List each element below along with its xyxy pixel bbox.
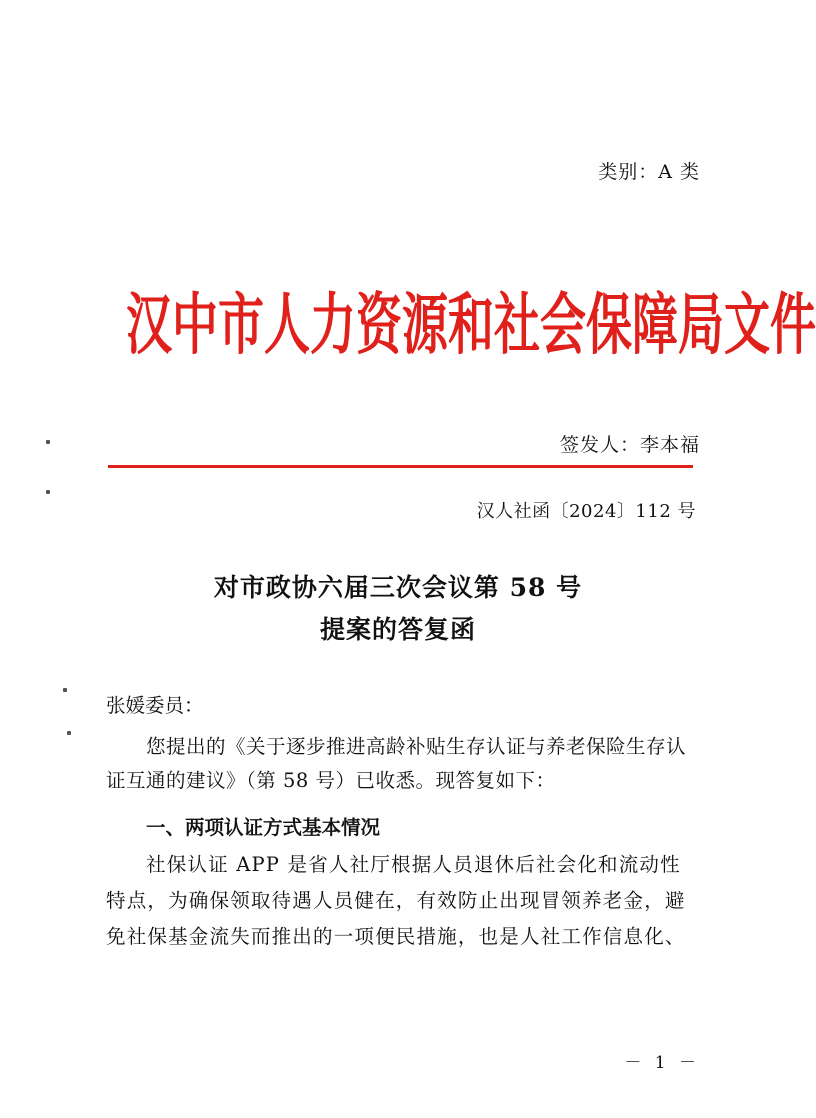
- masthead-char: 件: [770, 285, 816, 364]
- masthead-char: 和: [448, 285, 494, 364]
- masthead-char: 源: [402, 285, 448, 364]
- binding-hole-mark: [63, 688, 67, 692]
- red-divider-line: [108, 465, 693, 468]
- masthead-title: [126, 272, 816, 368]
- binding-hole-mark: [46, 490, 50, 494]
- masthead-char: 汉: [126, 285, 172, 364]
- salutation: 张媛委员：: [106, 694, 204, 717]
- masthead-char: 局: [678, 285, 724, 364]
- category-label: 类别：A 类: [598, 161, 700, 183]
- masthead-char: 市: [218, 285, 264, 364]
- body-paragraph-2: 社保认证 APP 是省人社厅根据人员退休后社会化和流动性特点，为确保领取待遇人员健在，有效防止出现冒领养老金，避免社保基金流失而推出的一项便民措施，也是人社工作信息化、: [106, 853, 686, 948]
- document-title-line2: 提案的答复函: [319, 615, 476, 644]
- masthead-char: 会: [540, 285, 586, 364]
- masthead-char: 中: [172, 285, 218, 364]
- masthead-char: 障: [632, 285, 678, 364]
- masthead-char: 人: [264, 285, 310, 364]
- masthead-char: 文: [724, 285, 770, 364]
- masthead-char: 社: [494, 285, 540, 364]
- body-paragraph-1: 您提出的《关于逐步推进高龄补贴生存认证与养老保险生存认证互通的建议》（第 58 号）已收悉。现答复如下：: [106, 735, 687, 792]
- masthead-char: 保: [586, 285, 632, 364]
- binding-hole-mark: [46, 440, 50, 444]
- document-number: 汉人社函〔2024〕112 号: [476, 501, 696, 522]
- document-title-line1: 对市政协六届三次会议第 58 号: [213, 573, 583, 602]
- signer-line: 签发人：李本福: [559, 434, 700, 456]
- binding-hole-mark: [67, 731, 71, 735]
- section-heading-1: 一、两项认证方式基本情况: [146, 816, 381, 839]
- masthead-char: 力: [310, 285, 356, 364]
- masthead-char: 资: [356, 285, 402, 364]
- page-number: － 1 －: [624, 1053, 700, 1073]
